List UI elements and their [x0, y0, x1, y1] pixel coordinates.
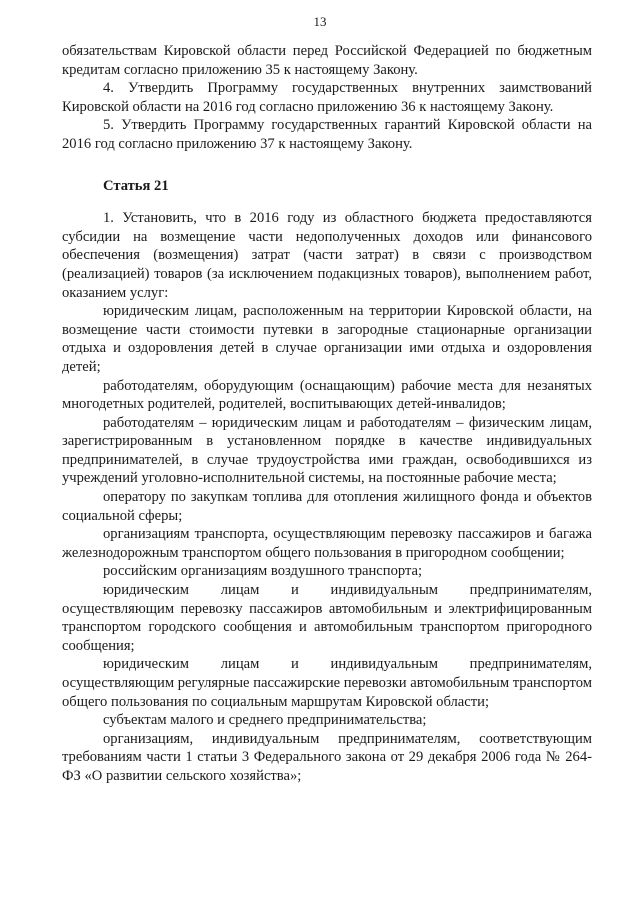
list-item: субъектам малого и среднего предпринимательства;	[103, 712, 427, 729]
document-body	[62, 42, 592, 786]
list-item: работодателям, оборудующим (оснащающим) рабочие места для незанятых многодетных родителей, родителей, воспитывающих детей-инвалидов;	[62, 377, 592, 413]
list-item: организациям транспорта, осуществляющим перевозку пассажиров и багажа железнодорожным транспортом общего пользования в пригородном сообщении;	[62, 526, 592, 561]
article-heading: Статья 21	[103, 177, 169, 194]
list-item: юридическим лицам и индивидуальным предпринимателям, осуществляющим регулярные пассажирские перевозки автомобильным транспортом общего пользования по социальным маршрутам Кировской области;	[62, 656, 592, 710]
paragraph: 1. Установить, что в 2016 году из областного бюджета предоставляются субсидии на возмещение части недополученных доходов или финансового обеспечения (возмещения) затрат (части затрат) в связи с производством (реализацией) товаров (за исключением подакцизных товаров), выполнением работ, оказанием услуг:	[62, 210, 592, 301]
page-number: 13	[313, 14, 327, 29]
list-item: юридическим лицам и индивидуальным предпринимателям, осуществляющим перевозку пассажиров автомобильным и электрифицированным транспортом городского сообщения и автомобильным транспортом пригородного сообщения;	[62, 582, 592, 654]
list-item: работодателям – юридическим лицам и работодателям – физическим лицам, зарегистрированным в установленном порядке в качестве индивидуальных предпринимателей, в случае трудоустройства ими граждан, освободившихся из учреждений уголовно-исполнительной системы, на постоянные рабочие места;	[62, 414, 592, 487]
list-item: оператору по закупкам топлива для отопления жилищного фонда и объектов социальной сферы;	[62, 489, 592, 524]
paragraph: 4. Утвердить Программу государственных внутренних заимствований Кировской области на 2016 год согласно приложению 36 к настоящему Закону.	[62, 80, 592, 115]
list-item: организациям, индивидуальным предпринимателям, соответствующим требованиям части 1 статьи 3 Федерального закона от 29 декабря 2006 года № 264-ФЗ «О развитии сельского хозяйства»;	[62, 730, 592, 784]
paragraph: обязательствам Кировской области перед Российской Федерацией по бюджетным кредитам согласно приложению 35 к настоящему Закону.	[62, 43, 592, 78]
list-item: юридическим лицам, расположенным на территории Кировской области, на возмещение части стоимости путевки в загородные стационарные организации отдыха и оздоровления детей в случае организации ими отдыха и оздоровления детей;	[62, 303, 592, 375]
list-item: российским организациям воздушного транспорта;	[103, 563, 423, 580]
paragraph: 5. Утвердить Программу государственных гарантий Кировской области на 2016 год согласно приложению 37 к настоящему Закону.	[62, 117, 592, 152]
